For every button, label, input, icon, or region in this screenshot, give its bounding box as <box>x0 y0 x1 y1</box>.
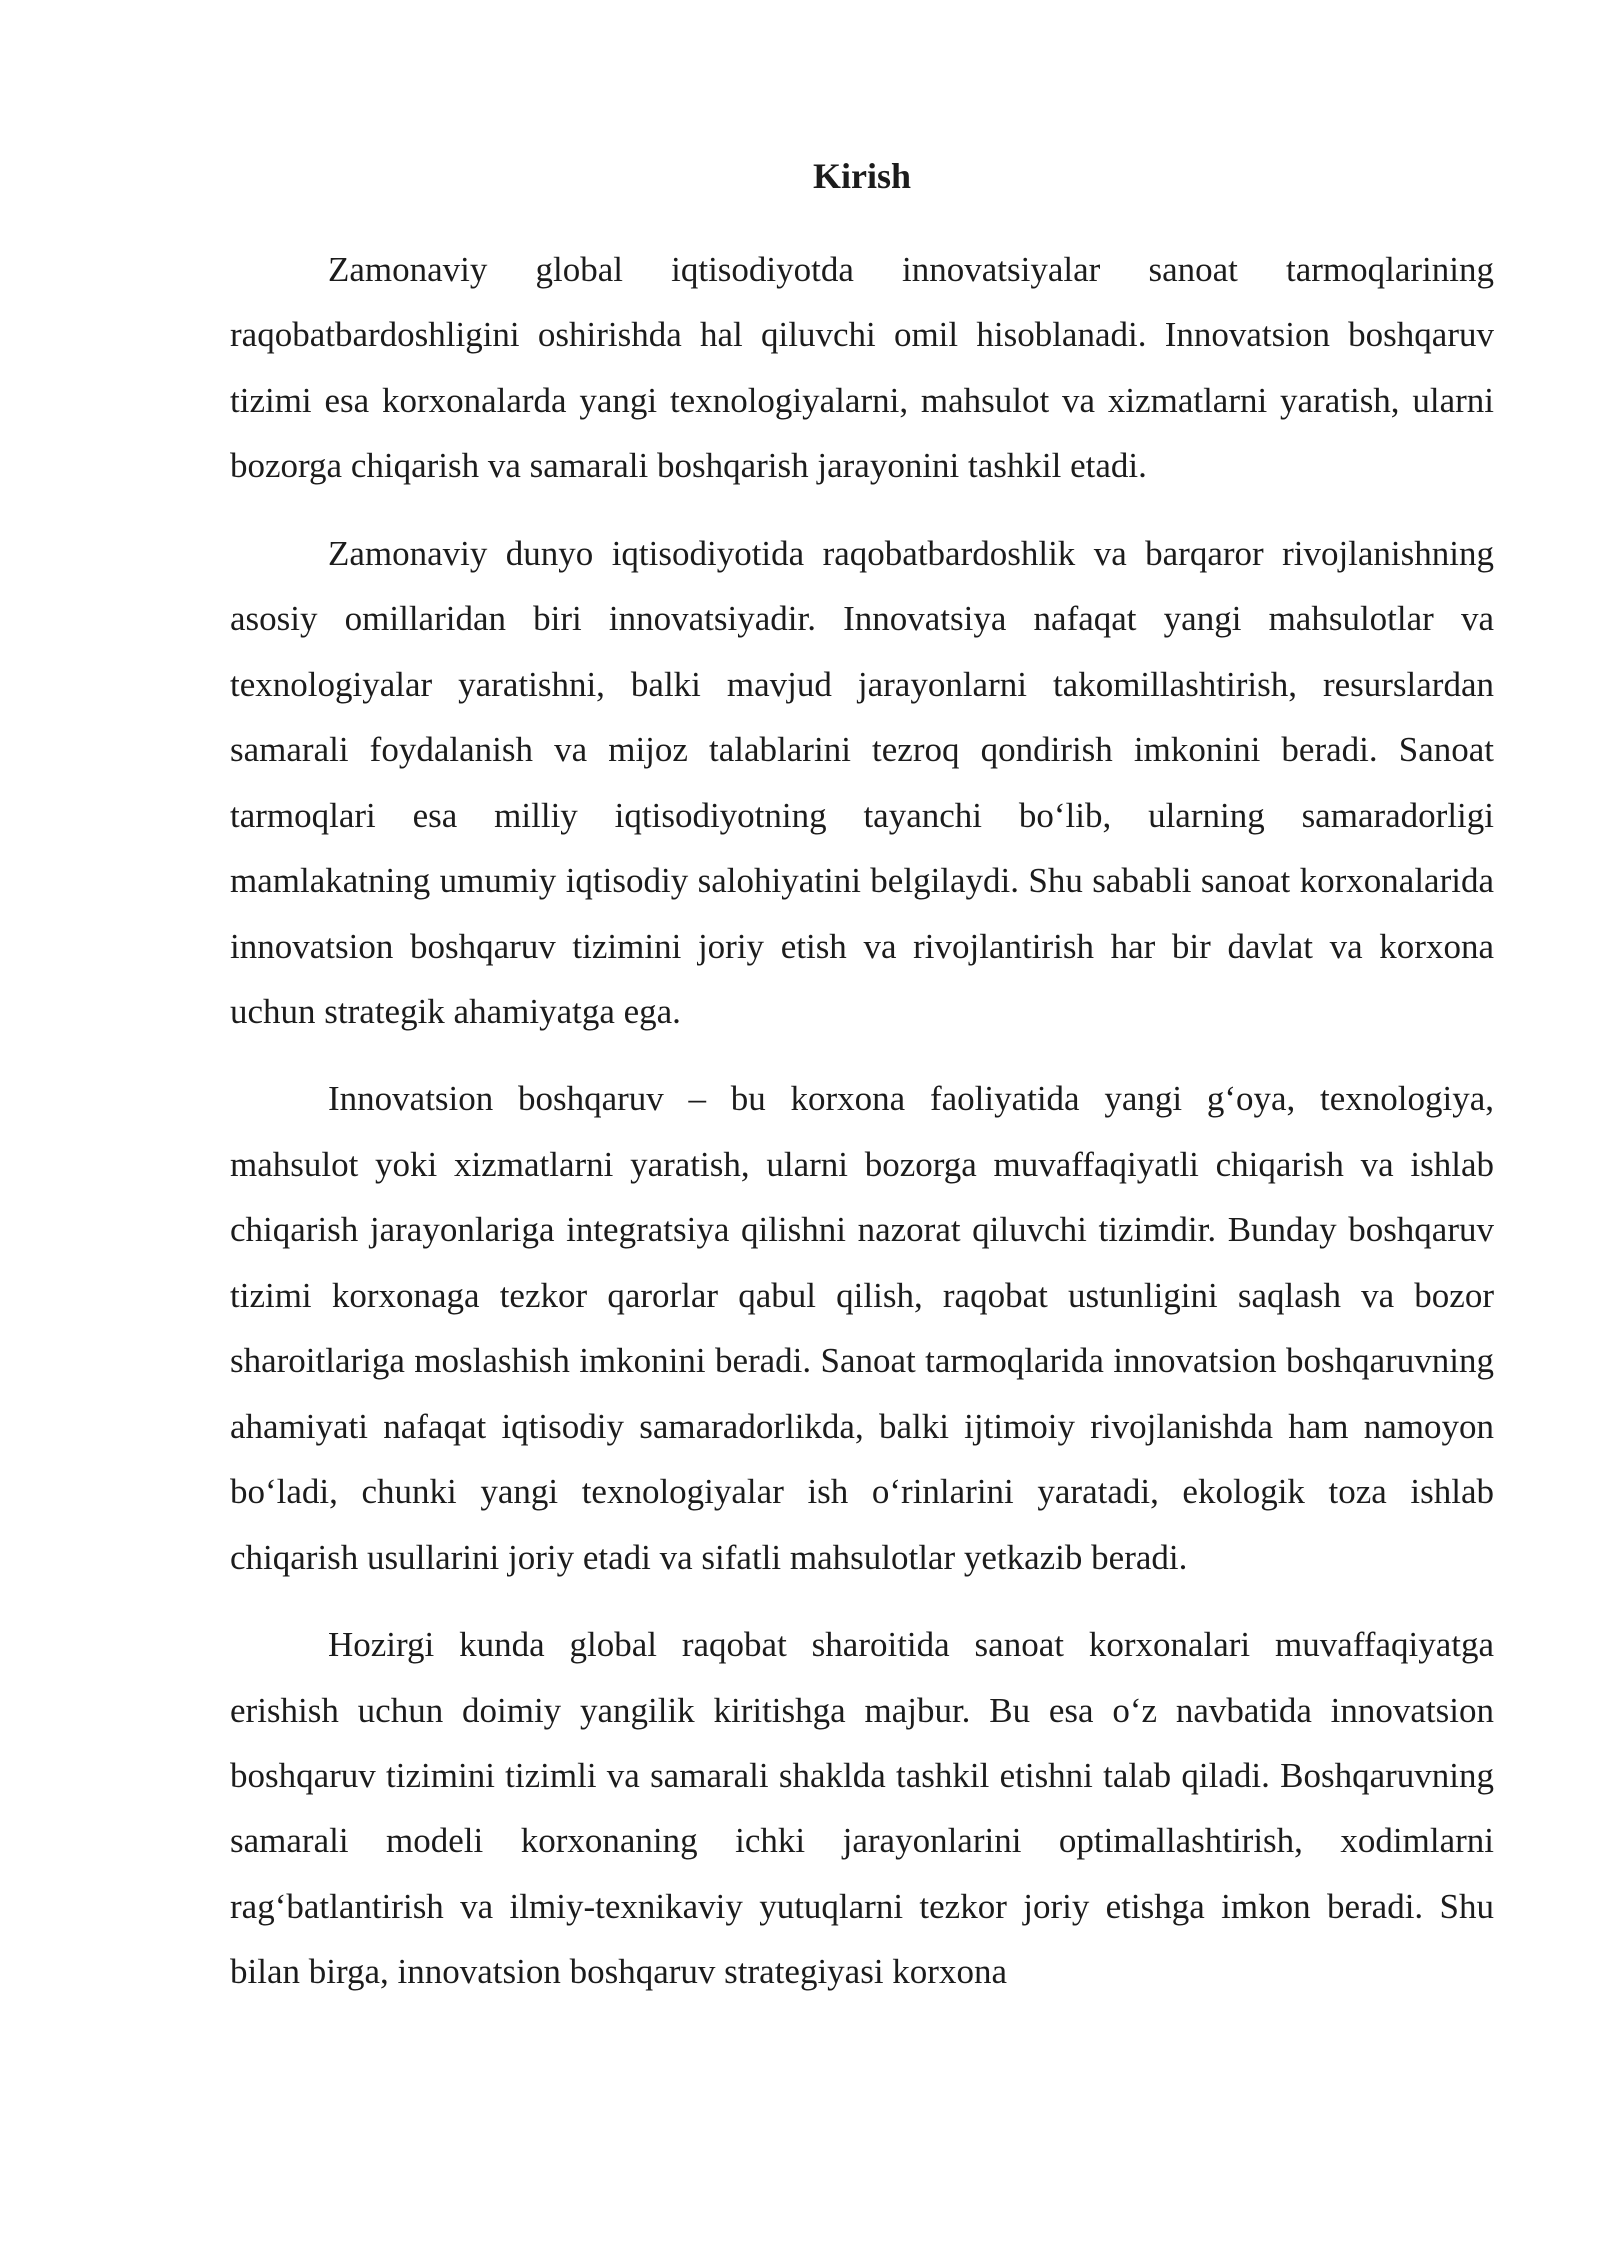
paragraph-2: Zamonaviy dunyo iqtisodiyotida raqobatbardoshlik va barqaror rivojlanishning asosiy omillaridan biri innovatsiyadir. Innovatsiya nafaqat yangi mahsulotlar va texnologiyalar yaratishni, balki mavjud jarayonlarni takomillashtirish, resurslardan samarali foydalanish va mijoz talablarini tezroq qondirish imkonini beradi. Sanoat tarmoqlari esa milliy iqtisodiyotning tayanchi bo‘lib, ularning samaradorligi mamlakatning umumiy iqtisodiy salohiyatini belgilaydi. Shu sababli sanoat korxonalarida innovatsion boshqaruv tizimini joriy etish va rivojlantirish har bir davlat va korxona uchun strategik ahamiyatga ega. <box>230 533 1494 1031</box>
document-body <box>230 237 1494 2027</box>
paragraph-1: Zamonaviy global iqtisodiyotda innovatsiyalar sanoat tarmoqlarining raqobatbardoshligini oshirishda hal qiluvchi omil hisoblanadi. Innovatsion boshqaruv tizimi esa korxonalarda yangi texnologiyalarni, mahsulot va xizmatlarni yaratish, ularni bozorga chiqarish va samarali boshqarish jarayonini tashkil etadi. <box>230 250 1494 486</box>
paragraph-4: Hozirgi kunda global raqobat sharoitida sanoat korxonalari muvaffaqiyatga erishish uchun doimiy yangilik kiritishga majbur. Bu esa o‘z navbatida innovatsion boshqaruv tizimini tizimli va samarali shaklda tashkil etishni talab qiladi. Boshqaruvning samarali modeli korxonaning ichki jarayonlarini optimallashtirish, xodimlarni rag‘batlantirish va ilmiy-texnikaviy yutuqlarni tezkor joriy etishga imkon beradi. Shu bilan birga, innovatsion boshqaruv strategiyasi korxona <box>230 1625 1494 1992</box>
paragraph-3: Innovatsion boshqaruv – bu korxona faoliyatida yangi g‘oya, texnologiya, mahsulot yoki xizmatlarni yaratish, ularni bozorga muvaffaqiyatli chiqarish va ishlab chiqarish jarayonlariga integratsiya qilishni nazorat qiluvchi tizimdir. Bunday boshqaruv tizimi korxonaga tezkor qarorlar qabul qilish, raqobat ustunligini saqlash va bozor sharoitlariga moslashish imkonini beradi. Sanoat tarmoqlarida innovatsion boshqaruvning ahamiyati nafaqat iqtisodiy samaradorlikda, balki ijtimoiy rivojlanishda ham namoyon bo‘ladi, chunki yangi texnologiyalar ish o‘rinlarini yaratadi, ekologik toza ishlab chiqarish usullarini joriy etadi va sifatli mahsulotlar yetkazib beradi. <box>230 1079 1494 1577</box>
page-title: Kirish <box>812 156 911 196</box>
